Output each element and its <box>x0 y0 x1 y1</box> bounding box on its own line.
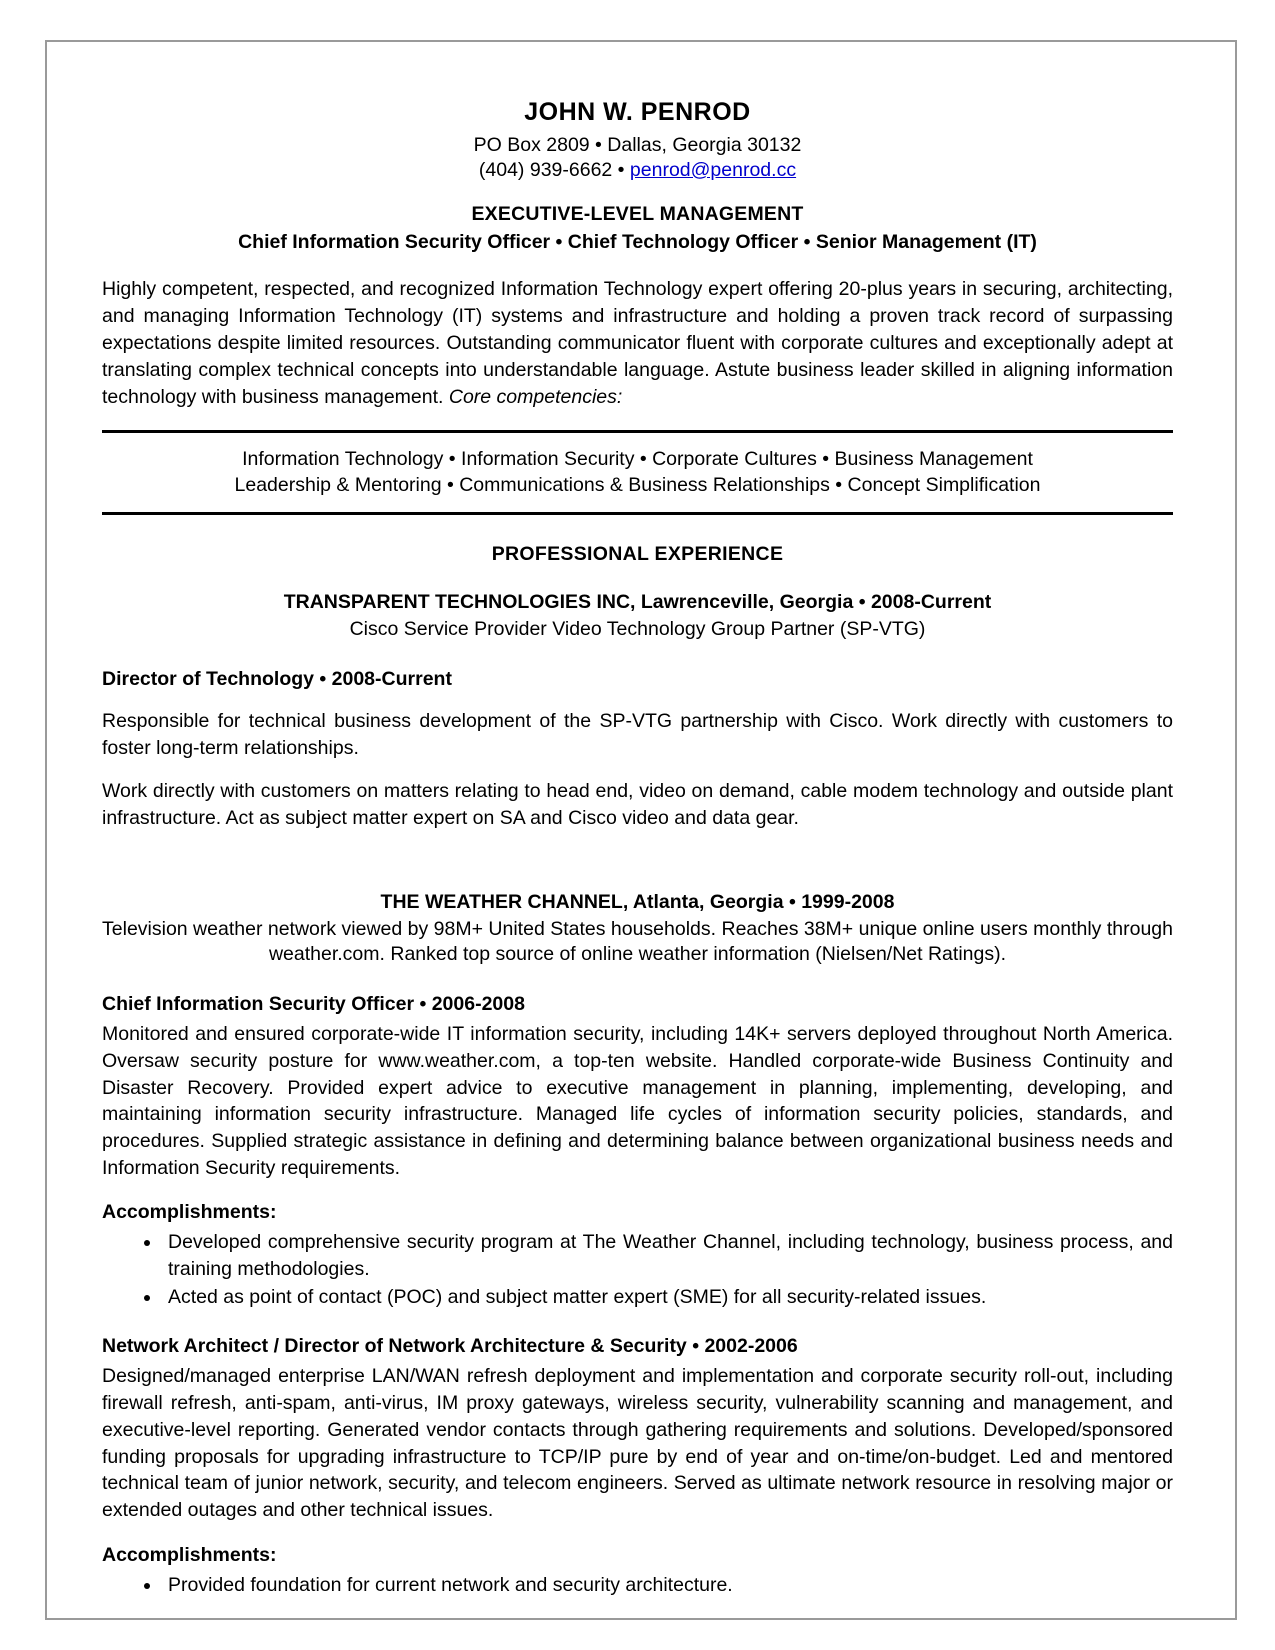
list-item: • Provided foundation for current network and security architecture. <box>162 1572 1173 1599</box>
competency-line-1: Information Technology • Information Security • Corporate Cultures • Business Management <box>242 448 1033 471</box>
job-2-accomplishments2-list <box>102 1572 1173 1599</box>
job-1-company-description: Cisco Service Provider Video Technology Group Partner (SP-VTG) <box>349 618 926 641</box>
job-1-role: Director of Technology • 2008-Current <box>102 667 452 690</box>
job-2-role-1: Chief Information Security Officer • 2006-2008 <box>102 993 525 1016</box>
core-competencies <box>102 447 1173 498</box>
job-2-accomplishments-list <box>102 1229 1173 1310</box>
job-1-company: TRANSPARENT TECHNOLOGIES INC, Lawrenceville, Georgia • 2008-Current <box>283 591 992 614</box>
section-title-experience: PROFESSIONAL EXPERIENCE <box>491 543 784 566</box>
job-1-paragraph-2: Work directly with customers on matters relating to head end, video on demand, cable modem technology and outside plant infrastructure. Act as subject matter expert on SA and Cisco video and data gear. <box>102 780 1173 829</box>
phone-text: (404) 939-6662 • <box>478 158 630 181</box>
page-title: JOHN W. PENROD <box>524 98 751 126</box>
summary-paragraph <box>102 276 1173 411</box>
email-link[interactable]: penrod@penrod.cc <box>629 158 797 181</box>
divider-bottom <box>102 512 1173 515</box>
divider-top <box>102 430 1173 433</box>
resume-sheet <box>45 40 1237 1620</box>
list-item: • Acted as point of contact (POC) and subject matter expert (SME) for all security-related issues. <box>162 1284 1173 1311</box>
contact-phone-email <box>102 158 1173 183</box>
summary-text: Highly competent, respected, and recognized Information Technology expert offering 20-plus years in securing, architecting, and managing Information Technology (IT) systems and infrastructure and holding a proven track record of surpassing expectations despite limited resources. Outstanding communicator fluent with corporate cultures and exceptionally adept at translating complex technical concepts into understandable language. Astute business leader skilled in aligning information technology with business management. <box>102 277 1173 408</box>
job-2-paragraph-1: Monitored and ensured corporate-wide IT information security, including 14K+ servers deployed throughout North America. Oversaw security posture for www.weather.com, a top-ten website. Handled corporate-wide Business Continuity and Disaster Recovery. Provided expert advice to executive management in planning, implementing, developing, and maintaining information security infrastructure. Managed life cycles of information security policies, standards, and procedures. Supplied strategic assistance in defining and determining balance between organizational business needs and Information Security requirements. <box>102 1023 1173 1179</box>
job-2-company-description: Television weather network viewed by 98M+ United States households. Reaches 38M+ unique online users monthly through weather.com. Ranked top source of online weather information (Nielsen/Net Ratings). <box>102 917 1173 966</box>
contact-address: PO Box 2809 • Dallas, Georgia 30132 <box>473 134 802 156</box>
spacer <box>102 832 1173 866</box>
headline: EXECUTIVE-LEVEL MANAGEMENT <box>471 202 804 225</box>
job-2-role-2: Network Architect / Director of Network Architecture & Security • 2002-2006 <box>102 1335 798 1358</box>
job-2-paragraph-2: Designed/managed enterprise LAN/WAN refresh deployment and implementation and corporate security roll-out, including firewall refresh, anti-spam, anti-virus, IM proxy gateways, wireless security, vulnerability scanning and management, and executive-level reporting. Generated vendor contacts through gathering requirements and solutions. Developed/sponsored funding proposals for upgrading infrastructure to TCP/IP pure by end of year and on-time/on-budget. Led and mentored technical team of junior network, security, and telecom engineers. Served as ultimate network resource in resolving major or extended outages and other technical issues. <box>102 1365 1173 1521</box>
competency-line-2: Leadership & Mentoring • Communications & Business Relationships • Concept Simplification <box>234 473 1041 496</box>
job-2-accomplishments-label: Accomplishments: <box>102 1201 277 1224</box>
job-2-accomplishments2-label: Accomplishments: <box>102 1543 277 1566</box>
list-item: • Developed comprehensive security program at The Weather Channel, including technology, business process, and training methodologies. <box>162 1229 1173 1282</box>
summary-italic: Core competencies: <box>448 385 623 408</box>
subheadline: Chief Information Security Officer • Chief Technology Officer • Senior Management (IT) <box>238 230 1037 253</box>
job-1-paragraph-1: Responsible for technical business development of the SP-VTG partnership with Cisco. Work directly with customers to foster long-term relationships. <box>102 709 1173 759</box>
job-2-company: THE WEATHER CHANNEL, Atlanta, Georgia • 1999-2008 <box>380 890 895 913</box>
